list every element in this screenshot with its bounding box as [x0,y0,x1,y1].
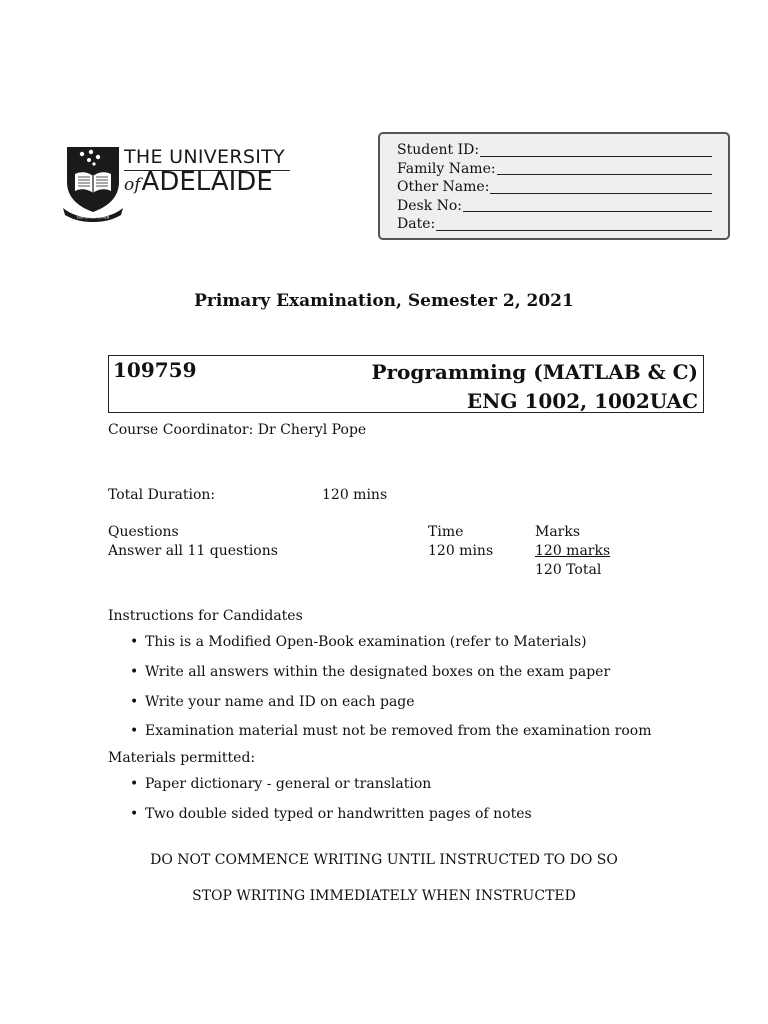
date-label: Date: [397,216,436,233]
materials-heading: Materials permitted: [108,750,256,766]
marks-value: 120 marks [535,543,611,559]
course-name-line-1: Programming (MATLAB & C) [371,360,698,384]
desk-no-label: Desk No: [397,197,463,214]
instruction-text: Examination material must not be removed from the examination room [145,723,652,739]
instruction-text: This is a Modified Open-Book examination (refer to Materials) [145,634,587,650]
bullet-icon: • [130,634,139,650]
marks-total: 120 Total [535,562,602,578]
student-details-box [378,132,730,240]
questions-value: Answer all 11 questions [108,543,278,559]
university-crest-icon [63,144,123,222]
instruction-item [130,723,652,739]
questions-header: Questions [108,524,179,540]
logo-of: of [124,175,141,195]
logo-wordmark [124,146,294,199]
notice-stop: STOP WRITING IMMEDIATELY WHEN INSTRUCTED [192,888,576,904]
family-name-field[interactable] [497,174,712,175]
instruction-item [130,634,587,650]
course-code: 109759 [113,358,197,382]
other-name-label: Other Name: [397,179,490,196]
student-id-row [397,141,712,160]
material-text: Two double sided typed or handwritten pages of notes [145,806,532,822]
material-text: Paper dictionary - general or translation [145,776,432,792]
logo-adelaide: ADELAIDE [141,167,273,197]
notice-commence: DO NOT COMMENCE WRITING UNTIL INSTRUCTED TO DO SO [150,852,618,868]
material-item [130,776,432,792]
instruction-text: Write your name and ID on each page [145,694,415,710]
course-name-line-2: ENG 1002, 1002UAC [466,389,698,413]
instruction-item [130,664,611,680]
desk-no-row [397,197,712,216]
date-field[interactable] [436,230,712,231]
time-header: Time [428,524,464,540]
bullet-icon: • [130,694,139,710]
logo-motto: SUB CRUCE LUMEN [76,215,110,220]
family-name-row [397,160,712,179]
other-name-field[interactable] [490,193,712,194]
desk-no-field[interactable] [463,211,712,212]
student-id-label: Student ID: [397,142,480,158]
bullet-icon: • [130,664,139,680]
course-name [371,358,698,416]
duration-value: 120 mins [322,487,388,503]
course-coordinator: Course Coordinator: Dr Cheryl Pope [108,422,367,438]
logo-line-2 [124,168,294,199]
other-name-row [397,178,712,197]
date-row [397,215,712,234]
exam-title: Primary Examination, Semester 2, 2021 [194,291,574,311]
instruction-text: Write all answers within the designated boxes on the exam paper [145,664,611,680]
bullet-icon: • [130,723,139,739]
bullet-icon: • [130,776,139,792]
instruction-item [130,694,415,710]
bullet-icon: • [130,806,139,822]
time-value: 120 mins [428,543,494,559]
course-box [108,355,704,413]
student-id-field[interactable] [480,156,712,157]
logo-line-1: THE UNIVERSITY [124,146,285,168]
duration-label: Total Duration: [108,487,216,503]
logo-divider [124,170,290,171]
family-name-label: Family Name: [397,160,496,177]
instructions-heading: Instructions for Candidates [108,608,303,624]
marks-header: Marks [535,524,581,540]
material-item [130,806,532,822]
